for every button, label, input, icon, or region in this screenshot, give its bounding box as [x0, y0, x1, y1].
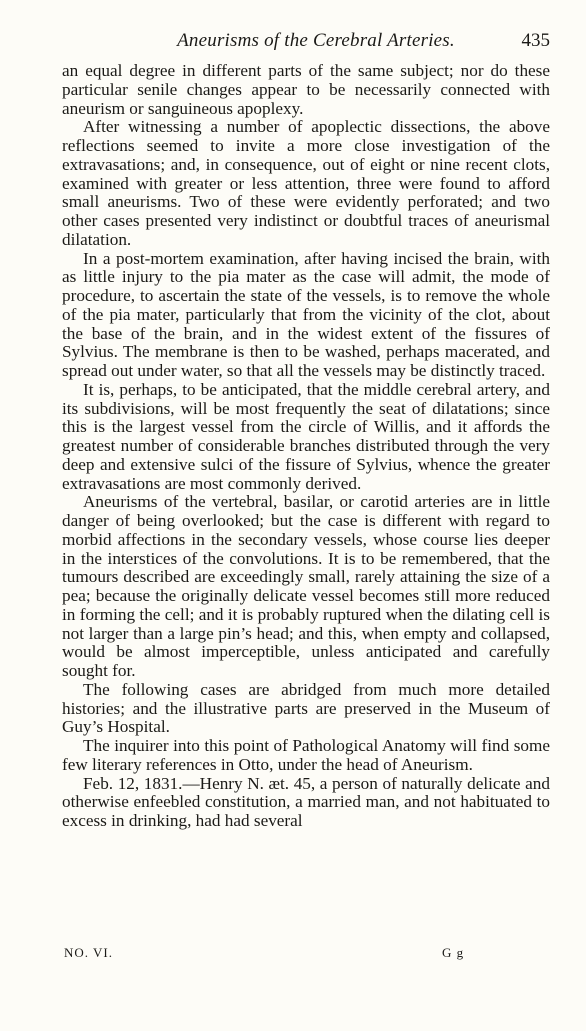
- paragraph: After witnessing a number of apoplectic dissections, the above reflections seemed to invite a more close investigation of the extravasations; and, in consequence, out of eight or nine recent clots, examined with greater or less attention, three were found to afford small aneurisms. Two of these were evidently perforated; and two other cases presented very indistinct or doubtful traces of aneurismal dilatation.: [62, 117, 550, 249]
- paragraph: In a post-mortem examination, after having incised the brain, with as little injury to the pia mater as the case will admit, the mode of procedure, to ascertain the state of the vessels, is to remove the whole of the pia mater, particularly that from the vicinity of the clot, about the base of the brain, and in the widest extent of the fissures of Sylvius. The membrane is then to be washed, perhaps macerated, and spread out under water, so that all the vessels may be distinctly traced.: [62, 248, 550, 380]
- page-number: 435: [521, 30, 550, 51]
- paragraph: The inquirer into this point of Pathological Anatomy will find some few literary references in Otto, under the head of Aneurism.: [62, 736, 550, 774]
- paragraph-continued: an equal degree in different parts of the same subject; nor do these particular senile changes appear to be necessarily connected with aneurism or sanguineous apoplexy.: [62, 61, 550, 118]
- page-footer: [62, 945, 550, 965]
- paragraph: It is, perhaps, to be anticipated, that the middle cerebral artery, and its subdivisions, will be most frequently the seat of dilatations; since this is the largest vessel from the circle of Willis, and it affords the greatest number of considerable branches distributed through the very deep and extensive sulci of the fissure of Sylvius, whence the greater extravasations are most commonly derived.: [62, 379, 550, 493]
- signature-mark: G g: [442, 945, 465, 960]
- issue-number: NO. VI.: [64, 945, 114, 960]
- body-text: [62, 62, 550, 831]
- paragraph-case-report: Feb. 12, 1831.—Henry N. æt. 45, a person of naturally delicate and otherwise enfeebled constitution, a married man, and not habituated to excess in drinking, had had several: [62, 773, 550, 830]
- running-title: Aneurisms of the Cerebral Arteries.: [177, 30, 455, 51]
- page-header: [62, 30, 550, 54]
- paragraph: The following cases are abridged from much more detailed histories; and the illustrative parts are preserved in the Museum of Guy’s Hospital.: [62, 679, 550, 737]
- paragraph: Aneurisms of the vertebral, basilar, or carotid arteries are in little danger of being overlooked; but the case is different with regard to morbid affections in the secondary vessels, whose course lies deeper in the interstices of the convolutions. It is to be remembered, that the tumours described are exceedingly small, rarely attaining the size of a pea; because the originally delicate vessel becomes still more reduced in forming the cell; and it is probably ruptured when the dilating cell is not larger than a large pin’s head; and this, when empty and collapsed, would be almost imperceptible, unless anticipated and carefully sought for.: [62, 492, 550, 680]
